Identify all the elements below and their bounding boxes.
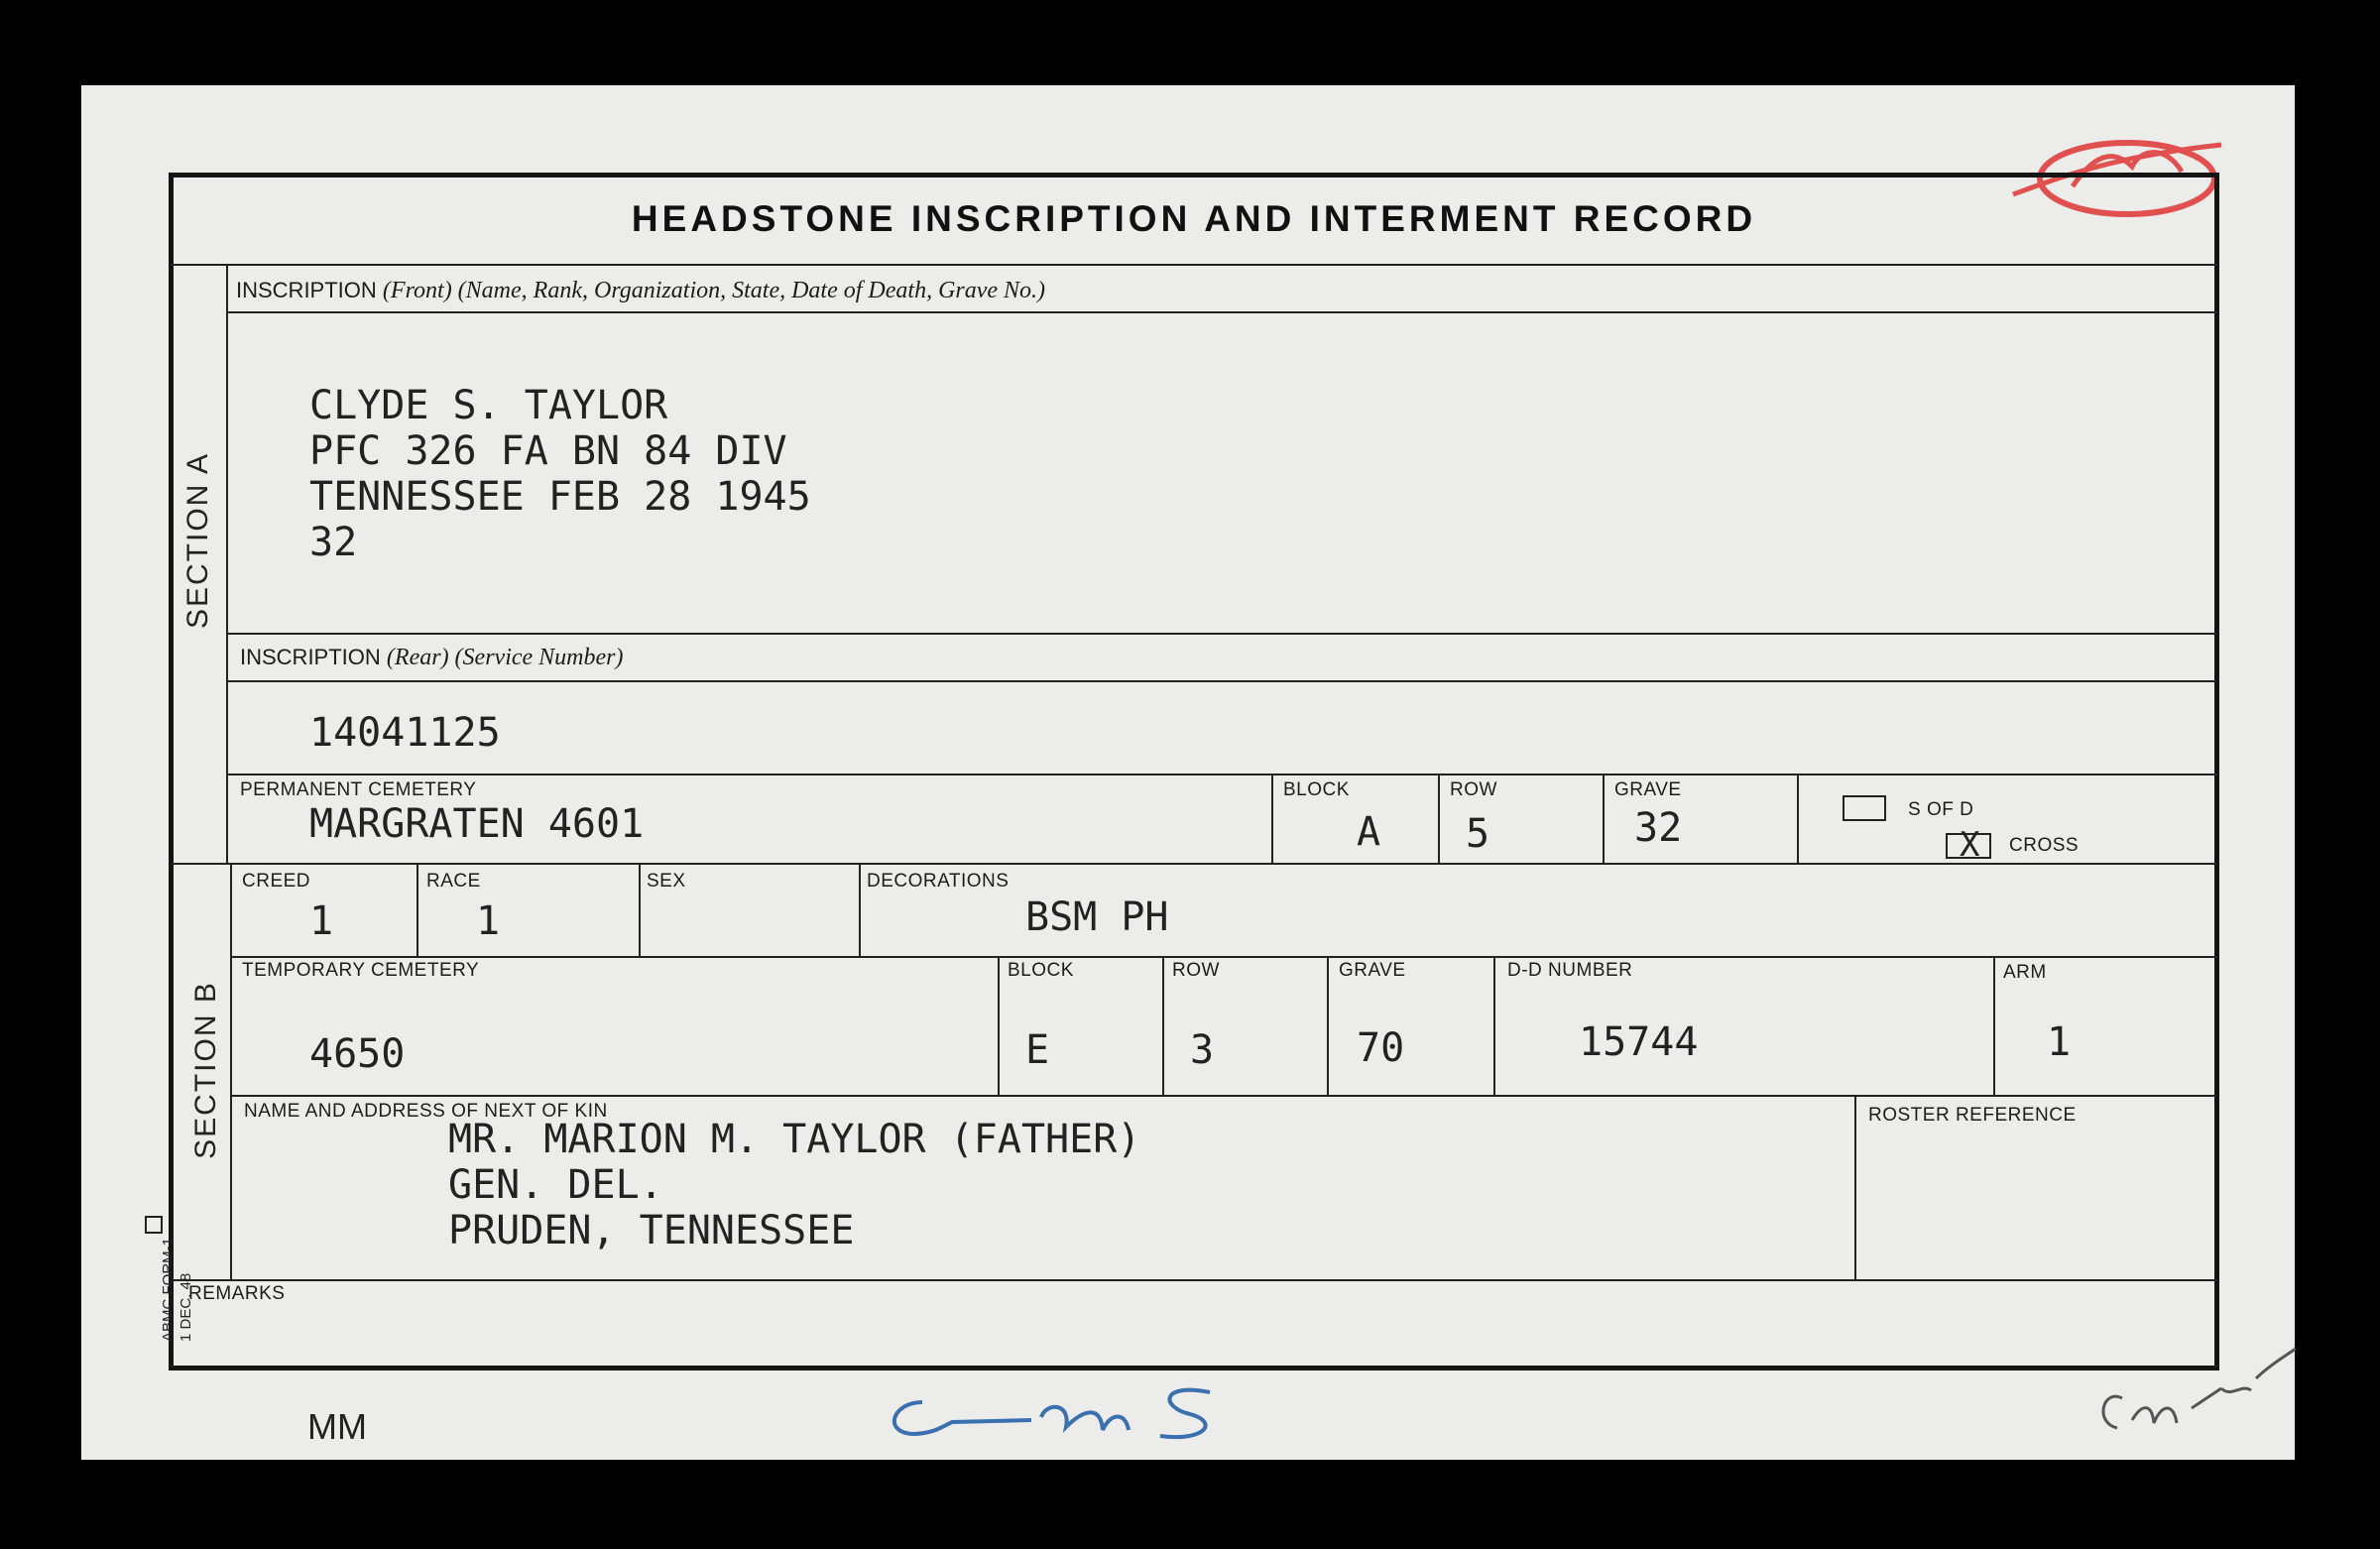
divider bbox=[1993, 956, 1995, 1097]
service-number: 14041125 bbox=[309, 710, 501, 756]
cross-checkbox bbox=[1946, 825, 1991, 865]
divider bbox=[230, 1095, 2217, 1097]
form-checkbox bbox=[145, 1216, 163, 1234]
form-date-text: 1 DEC. 48 bbox=[178, 1272, 194, 1342]
permanent-grave-value: 32 bbox=[1634, 805, 1683, 851]
temporary-row-value: 3 bbox=[1190, 1027, 1215, 1073]
section-b-border bbox=[230, 863, 232, 1281]
divider bbox=[859, 863, 861, 958]
inscription-line-rank: PFC 326 FA BN 84 DIV bbox=[309, 428, 787, 474]
permanent-cemetery-value: MARGRATEN 4601 bbox=[309, 801, 645, 847]
inscription-front-label: INSCRIPTION (Front) (Name, Rank, Organization, State, Date of Death, Grave No.) bbox=[236, 278, 1046, 303]
permanent-row-label: ROW bbox=[1450, 779, 1497, 800]
blue-signature bbox=[873, 1372, 1230, 1452]
arm-label: ARM bbox=[2003, 962, 2047, 983]
permanent-cemetery-label: PERMANENT CEMETERY bbox=[240, 779, 477, 800]
next-of-kin-address-2: PRUDEN, TENNESSEE bbox=[448, 1208, 855, 1253]
divider bbox=[1797, 774, 1799, 865]
pencil-annotation bbox=[2082, 1329, 2311, 1458]
divider bbox=[416, 863, 418, 958]
creed-value: 1 bbox=[309, 898, 334, 944]
permanent-grave-label: GRAVE bbox=[1614, 779, 1682, 800]
divider bbox=[1493, 956, 1495, 1097]
divider bbox=[226, 311, 2217, 313]
divider bbox=[230, 956, 2217, 958]
form-id-text: ABMC FORM-1 bbox=[160, 1238, 177, 1342]
divider bbox=[226, 633, 2217, 635]
permanent-block-label: BLOCK bbox=[1283, 779, 1350, 800]
race-label: RACE bbox=[426, 871, 481, 892]
decorations-value: BSM PH bbox=[1025, 894, 1169, 940]
temporary-block-value: E bbox=[1025, 1027, 1050, 1073]
footer-initials: MM bbox=[307, 1406, 367, 1447]
inscription-line-grave: 32 bbox=[309, 520, 358, 565]
s-of-d-label: S OF D bbox=[1908, 799, 1974, 820]
next-of-kin-name: MR. MARION M. TAYLOR (FATHER) bbox=[448, 1117, 1141, 1162]
remarks-label: REMARKS bbox=[188, 1283, 286, 1304]
divider bbox=[1271, 774, 1273, 865]
divider bbox=[1854, 1095, 1856, 1281]
next-of-kin-label: NAME AND ADDRESS OF NEXT OF KIN bbox=[244, 1101, 608, 1122]
decorations-label: DECORATIONS bbox=[867, 871, 1010, 892]
section-b-label: SECTION B bbox=[189, 981, 222, 1159]
divider bbox=[226, 680, 2217, 682]
temporary-grave-label: GRAVE bbox=[1339, 960, 1406, 981]
divider bbox=[1438, 774, 1440, 865]
cross-label: CROSS bbox=[2009, 835, 2080, 856]
section-a-label: SECTION A bbox=[181, 451, 214, 630]
inscription-rear-label: INSCRIPTION (Rear) (Service Number) bbox=[240, 645, 624, 670]
inscription-line-name: CLYDE S. TAYLOR bbox=[309, 383, 668, 428]
divider bbox=[998, 956, 1000, 1097]
arm-value: 1 bbox=[2047, 1019, 2072, 1065]
temporary-grave-value: 70 bbox=[1357, 1025, 1405, 1071]
divider bbox=[1603, 774, 1605, 865]
s-of-d-checkbox bbox=[1843, 795, 1886, 821]
roster-reference-label: ROSTER REFERENCE bbox=[1868, 1105, 2077, 1126]
temporary-cemetery-label: TEMPORARY CEMETERY bbox=[242, 960, 480, 981]
dd-number-label: D-D NUMBER bbox=[1507, 960, 1633, 981]
next-of-kin-address-1: GEN. DEL. bbox=[448, 1162, 663, 1208]
cross-check-mark: X bbox=[1960, 825, 1980, 865]
divider bbox=[639, 863, 641, 958]
sex-label: SEX bbox=[647, 871, 686, 892]
dd-number-value: 15744 bbox=[1579, 1019, 1699, 1065]
temporary-block-label: BLOCK bbox=[1008, 960, 1074, 981]
divider bbox=[1327, 956, 1329, 1097]
section-a-border bbox=[226, 264, 228, 865]
divider bbox=[171, 264, 2217, 266]
divider bbox=[171, 1279, 2217, 1281]
permanent-row-value: 5 bbox=[1466, 811, 1490, 857]
form-id bbox=[160, 1173, 199, 1342]
divider bbox=[171, 863, 2217, 865]
race-value: 1 bbox=[476, 898, 501, 944]
form-title: HEADSTONE INSCRIPTION AND INTERMENT RECORD bbox=[631, 198, 1757, 239]
divider bbox=[1162, 956, 1164, 1097]
creed-label: CREED bbox=[242, 871, 311, 892]
permanent-block-value: A bbox=[1357, 809, 1381, 855]
divider bbox=[226, 774, 2217, 775]
inscription-line-state: TENNESSEE FEB 28 1945 bbox=[309, 474, 811, 520]
temporary-row-label: ROW bbox=[1172, 960, 1220, 981]
temporary-cemetery-value: 4650 bbox=[309, 1031, 406, 1077]
